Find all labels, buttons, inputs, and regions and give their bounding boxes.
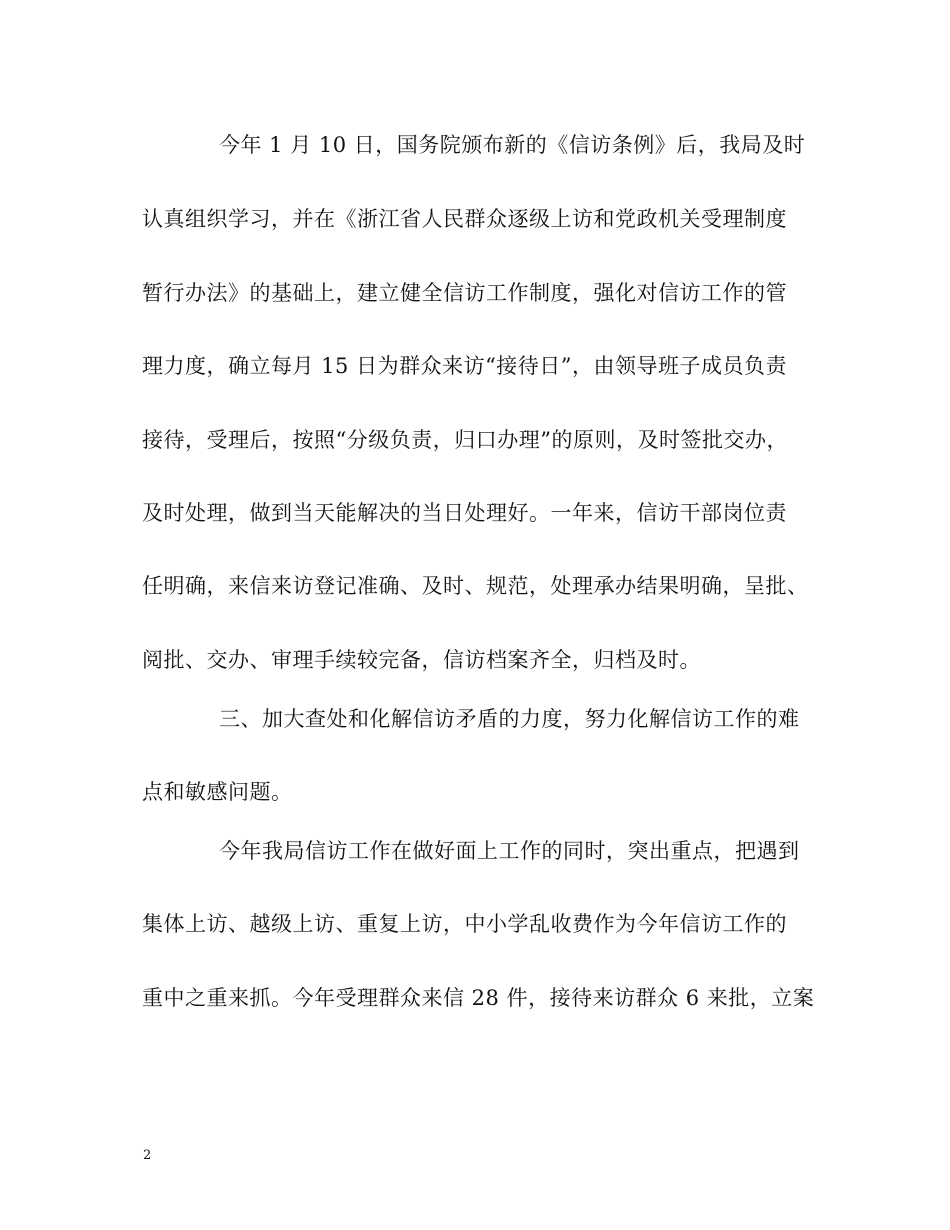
section-heading-line: 点和敏感问题。: [142, 780, 293, 804]
paragraph-line: 今年 1 月 10 日，国务院颁布新的《信访条例》后，我局及时: [219, 133, 806, 157]
paragraph-line: 接待，受理后，按照“分级负责，归口办理”的原则，及时签批交办，: [142, 428, 788, 452]
section-heading-line: 三、加大查处和化解信访矛盾的力度，努力化解信访工作的难: [219, 707, 800, 731]
paragraph-line: 及时处理，做到当天能解决的当日处理好。一年来，信访干部岗位责: [142, 501, 787, 525]
paragraph-line: 暂行办法》的基础上，建立健全信访工作制度，强化对信访工作的管: [142, 281, 787, 305]
paragraph-line: 认真组织学习，并在《浙江省人民群众逐级上访和党政机关受理制度: [142, 207, 787, 231]
paragraph-line: 今年我局信访工作在做好面上工作的同时，突出重点，把遇到: [219, 839, 800, 863]
paragraph-line: 理力度，确立每月 15 日为群众来访“接待日”，由领导班子成员负责: [142, 354, 788, 378]
page-number: 2: [143, 1148, 152, 1163]
paragraph-line: 任明确，来信来访登记准确、及时、规范，处理承办结果明确，呈批、: [142, 574, 809, 598]
paragraph-line: 阅批、交办、审理手续较完备，信访档案齐全，归档及时。: [142, 648, 701, 672]
paragraph-line: 集体上访、越级上访、重复上访，中小学乱收费作为今年信访工作的: [142, 912, 787, 936]
paragraph-line: 重中之重来抓。今年受理群众来信 28 件，接待来访群众 6 来批，立案: [142, 986, 815, 1010]
